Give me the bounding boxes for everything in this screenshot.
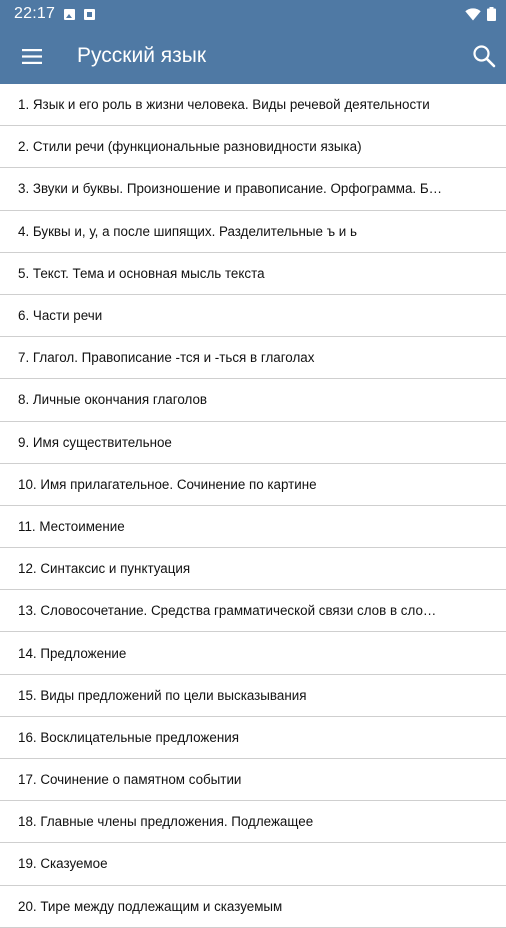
battery-icon	[487, 7, 496, 21]
list-item-label: 12. Синтаксис и пунктуация	[18, 561, 191, 577]
list-item[interactable]	[0, 211, 506, 253]
list-item[interactable]	[0, 717, 506, 759]
app-bar	[0, 28, 506, 84]
list-item-label: 3. Звуки и буквы. Произношение и правописание. Орфограмма. Б…	[18, 181, 443, 197]
list-item[interactable]	[0, 422, 506, 464]
list-item-label: 7. Глагол. Правописание -тся и -ться в глаголах	[18, 350, 315, 366]
list-item-label: 1. Язык и его роль в жизни человека. Виды речевой деятельности	[18, 97, 430, 113]
status-time: 22:17	[14, 5, 56, 22]
list-item[interactable]	[0, 295, 506, 337]
list-item[interactable]	[0, 168, 506, 210]
list-item-label: 9. Имя существительное	[18, 434, 172, 450]
download-notification-icon	[84, 9, 95, 20]
list-item[interactable]	[0, 126, 506, 168]
list-item-label: 11. Местоимение	[18, 518, 125, 534]
list-item-label: 16. Восклицательные предложения	[18, 729, 239, 745]
list-item[interactable]	[0, 337, 506, 379]
list-item[interactable]	[0, 590, 506, 632]
list-item-label: 5. Текст. Тема и основная мысль текста	[18, 265, 265, 281]
hamburger-menu-icon	[22, 49, 42, 64]
page-title: Русский язык	[77, 44, 207, 67]
status-right	[465, 7, 496, 21]
list-item-label: 4. Буквы и, у, а после шипящих. Разделительные ъ и ь	[18, 223, 357, 239]
list-item-label: 13. Словосочетание. Средства грамматической связи слов в сло…	[18, 603, 437, 619]
list-item-label: 10. Имя прилагательное. Сочинение по картине	[18, 476, 317, 492]
list-item-label: 14. Предложение	[18, 645, 127, 661]
list-item[interactable]	[0, 675, 506, 717]
search-icon	[472, 44, 496, 68]
list-item-label: 20. Тире между подлежащим и сказуемым	[18, 898, 283, 914]
list-item[interactable]	[0, 759, 506, 801]
list-item[interactable]	[0, 379, 506, 421]
list-item-label: 8. Личные окончания глаголов	[18, 392, 208, 408]
list-item[interactable]	[0, 464, 506, 506]
status-left	[14, 5, 95, 23]
list-item[interactable]	[0, 632, 506, 674]
status-bar	[0, 0, 506, 28]
list-item[interactable]	[0, 801, 506, 843]
list-item[interactable]	[0, 253, 506, 295]
list-item-label: 18. Главные члены предложения. Подлежащее	[18, 814, 314, 830]
image-notification-icon	[64, 9, 75, 20]
list-item[interactable]	[0, 843, 506, 885]
search-button[interactable]	[468, 40, 500, 72]
list-item-label: 19. Сказуемое	[18, 856, 108, 872]
list-item[interactable]	[0, 506, 506, 548]
menu-button[interactable]	[0, 28, 64, 84]
list-item-label: 6. Части речи	[18, 308, 103, 324]
topic-list	[0, 84, 506, 928]
list-item-label: 2. Стили речи (функциональные разновидности языка)	[18, 139, 362, 155]
list-item[interactable]	[0, 886, 506, 928]
list-item-label: 15. Виды предложений по цели высказывания	[18, 687, 307, 703]
list-item-label: 17. Сочинение о памятном событии	[18, 772, 242, 788]
list-item[interactable]	[0, 548, 506, 590]
wifi-icon	[465, 8, 481, 21]
list-item[interactable]	[0, 84, 506, 126]
